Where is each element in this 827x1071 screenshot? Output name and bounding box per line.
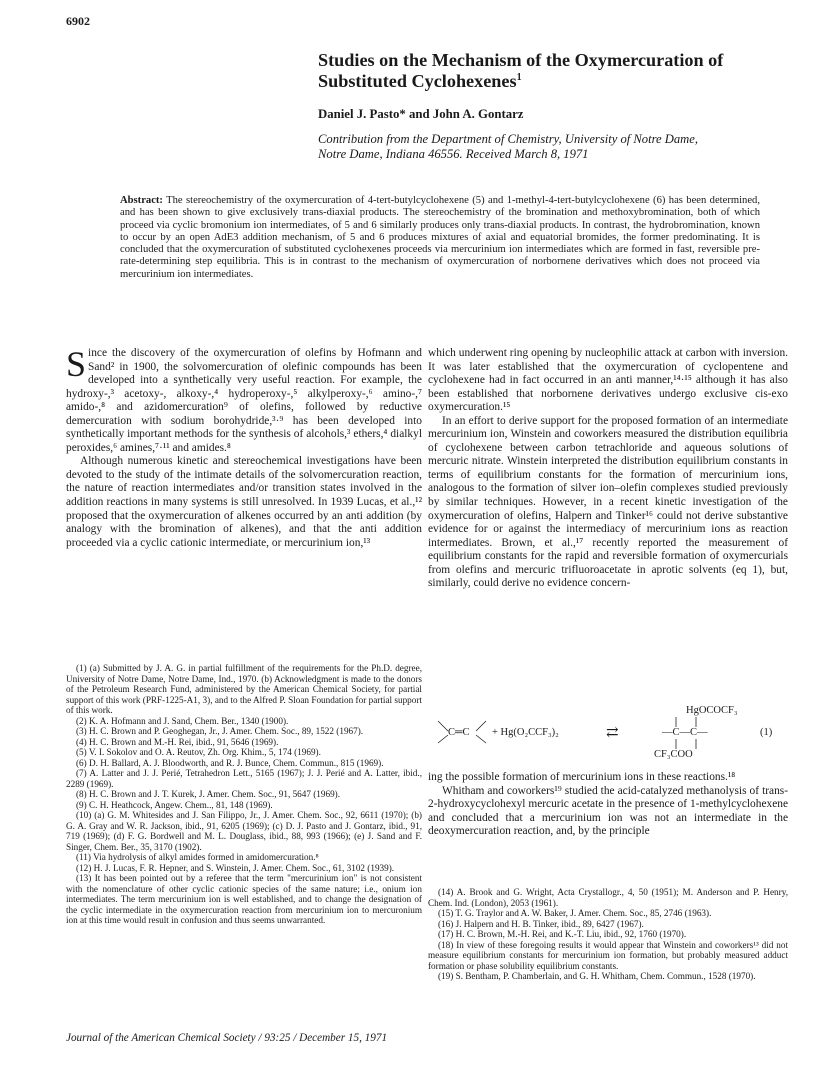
equation-1 (428, 703, 788, 765)
right-paragraph-4: Whitham and coworkers¹⁹ studied the acid-catalyzed methanolysis of trans-2-hydroxycyclohexyl mercuric acetate in the presence of 1-methylcyclohexene and concluded that a mercurinium ion was not an intermediate in the deoxymercuration reaction, and, by the principle (428, 784, 788, 838)
footnote: (5) V. I. Sokolov and O. A. Reutov, Zh. Org. Khim., 5, 174 (1969). (76, 747, 321, 757)
footnote: (16) J. Halpern and H. B. Tinker, ibid., 89, 6427 (1967). (438, 918, 644, 929)
page-number: 6902 (66, 14, 90, 28)
affiliation-line-1: Contribution from the Department of Chemistry, University of Notre Dame, (318, 132, 699, 146)
equation-reactant: C═C (448, 727, 470, 738)
footnote: (1) (a) Submitted by J. A. G. in partial fulfillment of the requirements for the Ph.D. degree, University of Notre Dame, Notre Dame, Ind., 1970. (b) Acknowledgment is made to the donors of the Petroleum Research Fund, administered by the American Chemical Society, for partial support of this work (PRF-1225-A1, 3), and to the Alfred P. Sloan Foundation for partial support of this work. (66, 663, 422, 715)
equation-reagent: + Hg(O₂CCF₃)₂ (492, 727, 559, 738)
footnote: (19) S. Bentham, P. Chamberlain, and G. H. Whitham, Chem. Commun., 1528 (1970). (438, 971, 756, 981)
equation-product-mid: —C—C— (662, 727, 708, 738)
title-footnote-mark: 1 (516, 71, 522, 83)
footnote: (14) A. Brook and G. Wright, Acta Crystallogr., 4, 50 (1951); M. Anderson and P. Henry, Chem. Ind. (London), 2053 (1961). (428, 887, 788, 908)
abstract (120, 195, 760, 281)
intro-paragraph-2: Although numerous kinetic and stereochemical investigations have been devoted to the study of the intimate details of the solvomercuration reaction, the nature of reaction intermediates and/or transition states involved in the addition reactions in many systems is still unresolved. In 1939 Lucas, et al.,¹² proposed that the oxymercuration of alkenes occurred by an anti addition (by analogy with the bromination of alkenes), and that the anti addition proceeded via a cyclic cationic intermediate, or mercurinium ion,¹³ (66, 455, 422, 549)
journal-footer: Journal of the American Chemical Society / 93:25 / December 15, 1971 (66, 1032, 388, 1044)
footnote: (9) C. H. Heathcock, Angew. Chem.., 81, 148 (1969). (76, 799, 273, 810)
footnote: (18) In view of these foregoing results it would appear that Winstein and coworkers¹³ did not measure equilibrium constants for mercurinium ion formation, but probably measured adduct formation or phase solubility equilibrium constants. (428, 939, 788, 971)
right-column-continued (428, 771, 788, 839)
footnote: (13) It has been pointed out by a referee that the term "mercurinium ion" is not consistent with the nomenclature of other cyclic cationic species of the same nature; i.e., onium ion intermediates. The term mercurinium ion is well established, and to change the designation of the cyclic intermediate in the oxymercuration reaction from mercurinium ion to mercuronium ion at this time would result in confusion and thus seems unwarranted. (66, 873, 422, 925)
equation-arrow: ⇄ (606, 725, 619, 741)
title-text: Studies on the Mechanism of the Oxymercuration of Substituted Cyclohexenes (318, 50, 724, 91)
right-footnotes (428, 887, 788, 982)
abstract-label: Abstract: (120, 195, 163, 206)
footnote: (2) K. A. Hofmann and J. Sand, Chem. Ber., 1340 (1900). (76, 715, 289, 726)
equation-product-top: HgOCOCF₃ (686, 705, 738, 716)
footnote: (17) H. C. Brown, M.-H. Rei, and K.-T. Liu, ibid., 92, 1760 (1970). (438, 929, 687, 939)
drop-cap: S (66, 344, 87, 384)
footnote: (12) H. J. Lucas, F. R. Hepner, and S. Winstein, J. Amer. Chem. Soc., 61, 3102 (1939). (76, 862, 395, 873)
footnote: (10) (a) G. M. Whitesides and J. San Filippo, Jr., J. Amer. Chem. Soc., 92, 6611 (1970); (b) G. A. Gray and W. R. Jackson, ibid., 91, 6205 (1969); (c) D. J. Pasto and J. Gontarz, ibid., 91, 719 (1969); (d) F. G. Bordwell and M. L. Douglass, ibid., 88, 993 (1966); (e) J. Sand and F. Singer, Chem. Ber., 35, 3170 (1902). (66, 810, 422, 852)
footnote: (4) H. C. Brown and M.-H. Rei, ibid., 91, 5646 (1969). (76, 736, 279, 747)
intro-paragraph-1-text: ince the discovery of the oxymercuration of olefins by Hofmann and Sand² in 1900, the solvomercuration of olefinic compounds has been developed into a synthetically very useful reaction. For example, the hydroxy-,³ acetoxy-, alkoxy-,⁴ hydroperoxy-,⁵ alkylperoxy-,⁶ amino-,⁷ amido-,⁸ and azidomercuration⁹ of olefins, followed by reductive demercuration with sodium borohydride,³·⁹ has been developed into synthetically important methods for the synthesis of alcohols,³ ethers,⁴ dialkyl peroxides,⁶ amines,⁷·¹¹ and amides.⁸ (66, 347, 422, 454)
right-paragraph-3: ing the possible formation of mercurinium ions in these reactions.¹⁸ (428, 771, 736, 783)
footnote: (8) H. C. Brown and J. T. Kurek, J. Amer. Chem. Soc., 91, 5647 (1969). (76, 789, 341, 799)
left-column (66, 344, 422, 550)
equation-product-bottom: CF₃COO (654, 749, 693, 760)
abstract-text: The stereochemistry of the oxymercuration of 4-tert-butylcyclohexene (5) and 1-methyl-4-tert-butylcyclohexene (6) has been determined, and has been shown to give exclusively trans-diaxial products. The stereochemistry of the bromination and methoxybromination, both of which proceed via cyclic bromonium ion intermediates, of 5 and 6 similarly produces only trans-diaxial products. In contrast, the hydrobromination, known to occur by an open AdE3 addition mechanism, of 5 and 6 produces mixtures of axial and equatorial bromides, the former predominating. It is concluded that the oxymercuration of substituted cyclohexenes proceeds via mercurinium ion intermediates which are formed in fast, reversible pre-rate-determining step equilibria. This is in contrast to the mechanism of oxymercuration of norbornene derivatives which does not proceed via mercurinium ion intermediates. (120, 195, 760, 280)
affiliation-line-2: Notre Dame, Indiana 46556. Received March 8, 1971 (318, 147, 589, 161)
footnote: (15) T. G. Traylor and A. W. Baker, J. Amer. Chem. Soc., 85, 2746 (1963). (438, 908, 712, 918)
intro-paragraph-1 (66, 344, 422, 455)
footnote: (6) D. H. Ballard, A. J. Bloodworth, and R. J. Bunce, Chem. Commun., 815 (1969). (76, 757, 384, 768)
footnote: (7) A. Latter and J. J. Perié, Tetrahedron Lett., 5165 (1967); J. J. Perié and A. Latter, ibid., 2289 (1969). (66, 768, 422, 789)
left-footnotes (66, 663, 422, 926)
footnote: (11) Via hydrolysis of alkyl amides formed in amidomercuration.⁸ (76, 852, 319, 862)
equation-number: (1) (760, 727, 773, 738)
footnote: (3) H. C. Brown and P. Geoghegan, Jr., J. Amer. Chem. Soc., 89, 1522 (1967). (76, 726, 364, 736)
article-title (318, 50, 768, 92)
authors: Daniel J. Pasto* and John A. Gontarz (318, 107, 524, 121)
right-paragraph-1: which underwent ring opening by nucleophilic attack at carbon with inversion. It was later established that the oxymercuration of cyclopentene and cyclohexene had in fact occurred in an anti manner,¹⁴·¹⁵ although it has also been established that norbornene derivatives undergo exclusive cis-exo oxymercuration.¹⁵ (428, 347, 788, 414)
right-paragraph-2: In an effort to derive support for the proposed formation of an intermediate mercurinium ion, Winstein and coworkers measured the distribution equilibria of cyclohexene between carbon tetrachloride and aqueous solutions of mercuric nitrate. Winstein interpreted the distribution equilibrium constants in terms of equilibrium constants for the formation of mercurinium ions, analogous to the formation of silver ion–olefin complexes studied previously by similar techniques. However, in a recent kinetic investigation of the oxymercuration of olefins, Halpern and Tinker¹⁶ could not derive substantive evidence for or against the intermediacy of mercurinium ions as reaction intermediates. Brown, et al.,¹⁷ recently reported the measurement of equilibrium constants for the rapid and reversible formation of oxymercurials from olefins and mercuric trifluoroacetate in aprotic solvents (eq 1), but, similarly, could derive no evidence concern- (428, 414, 788, 590)
right-column (428, 347, 788, 591)
affiliation (318, 132, 778, 162)
